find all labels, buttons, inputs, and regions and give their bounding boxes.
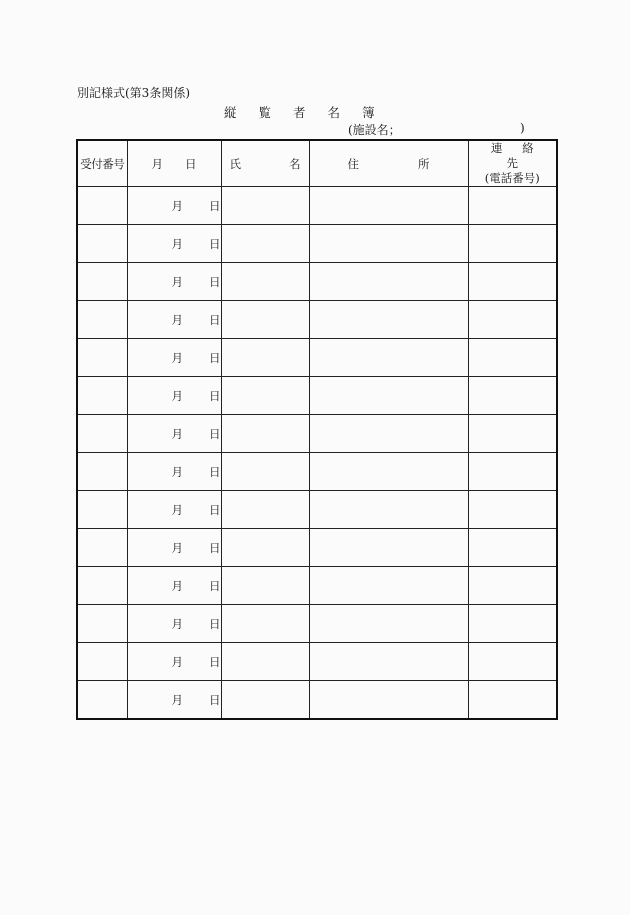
date-cell[interactable] — [127, 225, 221, 263]
title-char: 名 — [327, 105, 341, 120]
receipt-number-cell[interactable] — [77, 377, 127, 415]
facility-name-line — [348, 121, 528, 138]
contact-cell[interactable] — [468, 301, 557, 339]
name-cell[interactable] — [221, 453, 309, 491]
receipt-number-cell[interactable] — [77, 339, 127, 377]
day-label: 日 — [209, 312, 221, 327]
date-cell[interactable] — [127, 491, 221, 529]
table-row — [77, 225, 557, 263]
address-cell[interactable] — [309, 567, 468, 605]
header-month-day — [127, 140, 221, 187]
facility-close-paren: ) — [520, 121, 525, 135]
facility-label: (施設名； — [348, 123, 401, 137]
date-cell[interactable] — [127, 301, 221, 339]
header-name-a: 氏 — [229, 156, 241, 171]
contact-cell[interactable] — [468, 491, 557, 529]
date-cell[interactable] — [127, 453, 221, 491]
address-cell[interactable] — [309, 377, 468, 415]
month-label: 月 — [171, 274, 183, 289]
month-label: 月 — [171, 388, 183, 403]
table-row — [77, 415, 557, 453]
header-contact-label: 連 絡 先 — [490, 141, 542, 170]
header-name — [221, 140, 309, 187]
month-label: 月 — [171, 540, 183, 555]
name-cell[interactable] — [221, 339, 309, 377]
name-cell[interactable] — [221, 225, 309, 263]
table-row — [77, 491, 557, 529]
month-label: 月 — [171, 692, 183, 707]
month-label: 月 — [171, 312, 183, 327]
header-contact-phone: (電話番号) — [484, 171, 540, 185]
address-cell[interactable] — [309, 491, 468, 529]
month-label: 月 — [171, 578, 183, 593]
table-row — [77, 187, 557, 225]
contact-cell[interactable] — [468, 339, 557, 377]
address-cell[interactable] — [309, 415, 468, 453]
day-label: 日 — [209, 654, 221, 669]
address-cell[interactable] — [309, 187, 468, 225]
receipt-number-cell[interactable] — [77, 415, 127, 453]
header-receipt-number: 受付番号 — [77, 140, 127, 187]
contact-cell[interactable] — [468, 529, 557, 567]
date-cell[interactable] — [127, 263, 221, 301]
page-title — [224, 103, 397, 121]
table-row — [77, 377, 557, 415]
day-label: 日 — [209, 502, 221, 517]
header-address — [309, 140, 468, 187]
receipt-number-cell[interactable] — [77, 643, 127, 681]
day-label: 日 — [209, 236, 221, 251]
name-cell[interactable] — [221, 605, 309, 643]
day-label: 日 — [209, 388, 221, 403]
table-row — [77, 263, 557, 301]
month-label: 月 — [171, 502, 183, 517]
table-header-row — [77, 140, 557, 187]
month-label: 月 — [171, 426, 183, 441]
table-row — [77, 605, 557, 643]
contact-cell[interactable] — [468, 605, 557, 643]
name-cell[interactable] — [221, 377, 309, 415]
day-label: 日 — [209, 616, 221, 631]
receipt-number-cell[interactable] — [77, 225, 127, 263]
date-cell[interactable] — [127, 377, 221, 415]
month-label: 月 — [171, 464, 183, 479]
date-cell[interactable] — [127, 681, 221, 720]
address-cell[interactable] — [309, 453, 468, 491]
date-cell[interactable] — [127, 339, 221, 377]
contact-cell[interactable] — [468, 187, 557, 225]
form-reference: 別記様式(第3条関係) — [77, 86, 190, 100]
header-address-a: 住 — [347, 156, 359, 171]
inspector-register-table — [76, 139, 558, 720]
date-cell[interactable] — [127, 605, 221, 643]
receipt-number-cell[interactable] — [77, 301, 127, 339]
date-cell[interactable] — [127, 187, 221, 225]
day-label: 日 — [209, 426, 221, 441]
name-cell[interactable] — [221, 301, 309, 339]
day-label: 日 — [209, 578, 221, 593]
title-char: 者 — [293, 105, 306, 120]
address-cell[interactable] — [309, 529, 468, 567]
header-name-b: 名 — [289, 156, 301, 171]
header-contact — [468, 140, 557, 187]
name-cell[interactable] — [221, 491, 309, 529]
receipt-number-cell[interactable] — [77, 605, 127, 643]
table-row — [77, 301, 557, 339]
date-cell[interactable] — [127, 643, 221, 681]
table-row — [77, 453, 557, 491]
table-row — [77, 529, 557, 567]
receipt-number-cell[interactable] — [77, 567, 127, 605]
name-cell[interactable] — [221, 263, 309, 301]
receipt-number-cell[interactable] — [77, 187, 127, 225]
table-row — [77, 567, 557, 605]
date-cell[interactable] — [127, 415, 221, 453]
month-label: 月 — [171, 198, 183, 213]
receipt-number-cell[interactable] — [77, 263, 127, 301]
name-cell[interactable] — [221, 187, 309, 225]
contact-cell[interactable] — [468, 377, 557, 415]
table-row — [77, 643, 557, 681]
contact-cell[interactable] — [468, 643, 557, 681]
title-char: 縦 — [224, 105, 237, 120]
date-cell[interactable] — [127, 529, 221, 567]
contact-cell[interactable] — [468, 263, 557, 301]
header-address-b: 所 — [418, 156, 430, 171]
receipt-number-cell[interactable] — [77, 529, 127, 567]
name-cell[interactable] — [221, 567, 309, 605]
month-label: 月 — [171, 654, 183, 669]
address-cell[interactable] — [309, 681, 468, 720]
address-cell[interactable] — [309, 605, 468, 643]
address-cell[interactable] — [309, 301, 468, 339]
table-row — [77, 681, 557, 720]
contact-cell[interactable] — [468, 681, 557, 720]
title-char: 覧 — [258, 105, 272, 120]
address-cell[interactable] — [309, 263, 468, 301]
day-label: 日 — [209, 464, 221, 479]
month-label: 月 — [171, 616, 183, 631]
month-label: 月 — [171, 236, 183, 251]
receipt-number-cell[interactable] — [77, 453, 127, 491]
name-cell[interactable] — [221, 643, 309, 681]
contact-cell[interactable] — [468, 453, 557, 491]
contact-cell[interactable] — [468, 225, 557, 263]
name-cell[interactable] — [221, 529, 309, 567]
day-label: 日 — [209, 274, 221, 289]
address-cell[interactable] — [309, 225, 468, 263]
contact-cell[interactable] — [468, 567, 557, 605]
title-char: 簿 — [362, 105, 375, 120]
month-label: 月 — [171, 350, 183, 365]
day-label: 日 — [209, 198, 221, 213]
day-label: 日 — [209, 692, 221, 707]
table-row — [77, 339, 557, 377]
address-cell[interactable] — [309, 643, 468, 681]
header-month: 月 — [151, 156, 163, 171]
date-cell[interactable] — [127, 567, 221, 605]
name-cell[interactable] — [221, 681, 309, 720]
address-cell[interactable] — [309, 339, 468, 377]
day-label: 日 — [209, 350, 221, 365]
receipt-number-cell[interactable] — [77, 491, 127, 529]
name-cell[interactable] — [221, 415, 309, 453]
contact-cell[interactable] — [468, 415, 557, 453]
day-label: 日 — [209, 540, 221, 555]
header-day: 日 — [185, 156, 197, 171]
receipt-number-cell[interactable] — [77, 681, 127, 720]
